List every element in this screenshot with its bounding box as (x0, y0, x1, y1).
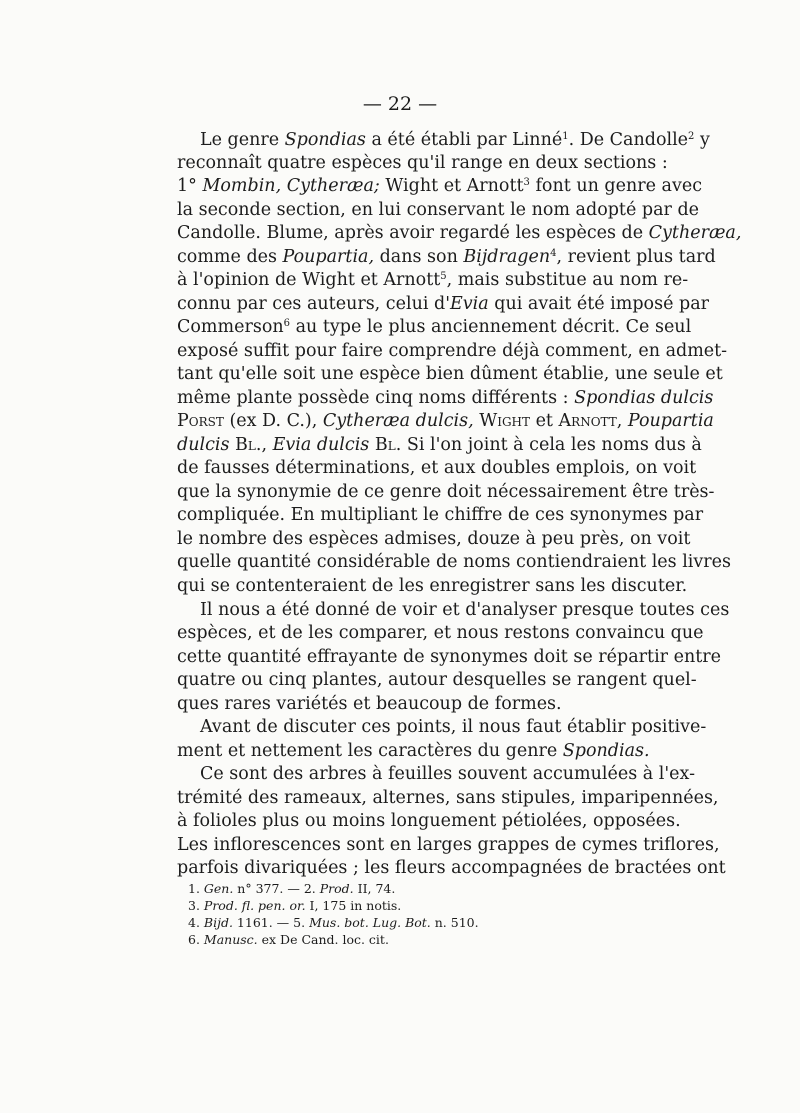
text-run: Wight (479, 411, 531, 431)
text-run: y (694, 130, 710, 150)
text-run: Cytheræa dulcis, (322, 411, 474, 431)
text-run: dans son (374, 247, 464, 267)
text-line (200, 716, 707, 739)
text-run: Prod. fl. pen. or. (203, 898, 306, 913)
text-run: Si l'on joint à cela les noms dus à (401, 435, 702, 455)
text-run: Porst (177, 411, 224, 431)
text-run: parfois divariquées ; les fleurs accompagnées de bractées ont (177, 858, 726, 878)
footnote (188, 897, 401, 914)
text-line (177, 787, 719, 810)
text-line (177, 387, 714, 410)
text-line (177, 646, 721, 669)
text-run: Candolle. Blume, après avoir regardé les espèces de (177, 223, 649, 243)
text-run: Prod. (319, 881, 354, 896)
text-run: n. 510. (430, 915, 479, 930)
text-run: Ce sont des arbres à feuilles souvent accumulées à l'ex- (200, 764, 696, 784)
text-run: dulcis (177, 435, 230, 455)
text-line (177, 481, 715, 504)
text-run: qui avait été imposé par (488, 294, 709, 314)
text-line (177, 575, 687, 598)
text-line (177, 528, 691, 551)
text-line (177, 340, 728, 363)
text-run: Le genre (200, 130, 285, 150)
page-number: — 22 — (362, 93, 438, 115)
text-run: 1. (188, 881, 204, 896)
footnote-ref: 3 (523, 177, 530, 188)
text-run: connu par ces auteurs, celui d' (177, 294, 451, 314)
text-run: tant qu'elle soit une espèce bien dûment établie, une seule et (177, 364, 723, 384)
text-run: le nombre des espèces admises, douze à peu près, on voit (177, 529, 691, 549)
text-run: Poupartia, (282, 247, 375, 267)
text-run: ques rares variétés et beaucoup de formes. (177, 694, 562, 714)
text-line (177, 669, 697, 692)
text-line (200, 763, 696, 786)
text-run: a été établi par Linné (365, 130, 563, 150)
text-run: exposé suffit pour faire comprendre déjà comment, en admet- (177, 341, 728, 361)
footnote-ref: 4 (550, 248, 557, 259)
text-line (177, 293, 709, 316)
text-run: cette quantité effrayante de synonymes doit se répartir entre (177, 647, 721, 667)
text-line (177, 434, 702, 457)
text-run: Bl. (374, 435, 402, 455)
text-run: Bijdragen (463, 247, 551, 267)
footnote (188, 914, 479, 931)
text-run: Bijd. (203, 915, 233, 930)
text-run: II, 74. (353, 881, 396, 896)
text-run: Gen. (203, 881, 234, 896)
text-line (177, 457, 697, 480)
text-run: Evia (450, 294, 489, 314)
text-run: 3. (188, 898, 204, 913)
footnote-ref: 6 (283, 318, 290, 329)
text-line (177, 246, 716, 269)
text-run: Evia dulcis (272, 435, 370, 455)
text-line (177, 857, 726, 880)
text-run: ex De Cand. loc. cit. (257, 932, 389, 947)
text-line (177, 740, 650, 763)
text-run: même plante possède cinq noms différents : (177, 388, 575, 408)
text-run: comme des (177, 247, 283, 267)
text-run: 4. (188, 915, 204, 930)
footnote (188, 931, 389, 948)
text-run: trémité des rameaux, alternes, sans stipules, imparipennées, (177, 788, 719, 808)
text-run: , (616, 411, 628, 431)
text-line (177, 504, 704, 527)
text-line (177, 152, 668, 175)
text-run: 1161. — 5. (232, 915, 310, 930)
text-line (177, 693, 562, 716)
text-run: à folioles plus ou moins longuement pétiolées, opposées. (177, 811, 681, 831)
text-run: de fausses déterminations, et aux doubles emplois, on voit (177, 458, 697, 478)
text-run: Arnott (558, 411, 617, 431)
text-run: Les inflorescences sont en larges grappes de cymes triflores, (177, 835, 720, 855)
text-run: (ex D. C.), (223, 411, 323, 431)
text-run: n° 377. — 2. (233, 881, 320, 896)
text-run: au type le plus anciennement décrit. Ce seul (290, 317, 692, 337)
footnote (188, 880, 395, 897)
text-line (177, 199, 700, 222)
footnote-ref: 1 (562, 131, 569, 142)
text-line (200, 599, 730, 622)
text-line (177, 834, 720, 857)
text-run: quatre ou cinq plantes, autour desquelles se rangent quel- (177, 670, 697, 690)
text-run: espèces, et de les comparer, et nous restons convaincu que (177, 623, 704, 643)
text-run: Commerson (177, 317, 284, 337)
text-line (177, 175, 703, 198)
text-run: à l'opinion de Wight et Arnott (177, 270, 441, 290)
text-run: , mais substitue au nom re- (446, 270, 689, 290)
text-run: quelle quantité considérable de noms contiendraient les livres (177, 552, 731, 572)
text-run: que la synonymie de ce genre doit nécessairement être très- (177, 482, 715, 502)
text-run: ment et nettement les caractères du genre (177, 741, 563, 761)
text-run: , (261, 435, 273, 455)
text-run: la seconde section, en lui conservant le nom adopté par de (177, 200, 700, 220)
text-line (177, 551, 731, 574)
text-line (177, 222, 742, 245)
text-run: , revient plus tard (556, 247, 716, 267)
text-run: compliquée. En multipliant le chiffre de ces synonymes par (177, 505, 704, 525)
text-run: Spondias (284, 130, 366, 150)
text-run: Il nous a été donné de voir et d'analyser presque toutes ces (200, 600, 730, 620)
text-run: . De Candolle (568, 130, 689, 150)
footnote-ref: 5 (440, 271, 447, 282)
text-run: font un genre avec (529, 176, 703, 196)
text-line (177, 410, 714, 433)
text-run: et (530, 411, 559, 431)
text-run: Bl. (235, 435, 262, 455)
text-run: Avant de discuter ces points, il nous faut établir positive- (200, 717, 707, 737)
text-line (177, 316, 692, 339)
text-run: qui se contenteraient de les enregistrer sans les discuter. (177, 576, 688, 596)
text-run: 6. (188, 932, 204, 947)
text-run: Manusc. (203, 932, 258, 947)
text-run: Mombin, Cytheræa; (202, 176, 380, 196)
text-run: reconnaît quatre espèces qu'il range en deux sections : (177, 153, 668, 173)
footnote-ref: 2 (688, 131, 695, 142)
text-line (200, 129, 710, 152)
text-line (177, 622, 704, 645)
text-run: Spondias. (562, 741, 650, 761)
text-run: Spondias dulcis (574, 388, 714, 408)
text-run: I, 175 in notis. (305, 898, 402, 913)
text-run: Poupartia (627, 411, 714, 431)
text-run: 1° (177, 176, 203, 196)
text-run: Wight et Arnott (379, 176, 524, 196)
text-line (177, 810, 681, 833)
text-line (177, 363, 723, 386)
text-run: Cytheræa, (648, 223, 742, 243)
text-run: Mus. bot. Lug. Bot. (309, 915, 431, 930)
text-line (177, 269, 689, 292)
